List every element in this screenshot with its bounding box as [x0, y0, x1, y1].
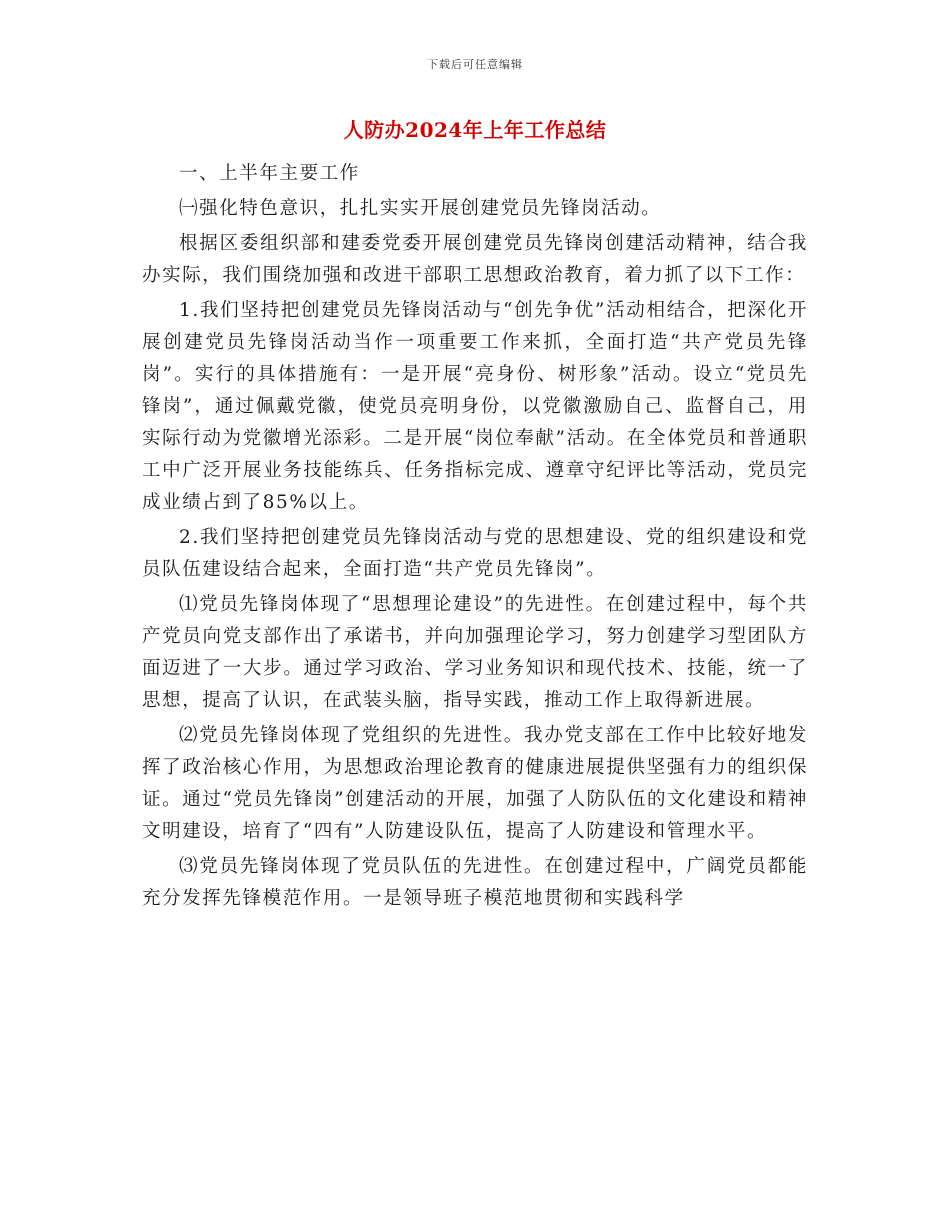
header-note: 下载后可任意编辑 — [427, 58, 523, 71]
paragraph: 1.我们坚持把创建党员先锋岗活动与“创先争优”活动相结合，把深化开展创建党员先锋岗活动当作一项重要工作来抓，全面打造“共产党员先锋岗”。实行的具体措施有：一是开展“亮身份、树形象”活动。设立“党员先锋岗”，通过佩戴党徽，使党员亮明身份，以党徽激励自己、监督自己，用实际行动为党徽增光添彩。二是开展“岗位奉献”活动。在全体党员和普通职工中广泛开展业务技能练兵、任务指标完成、遵章守纪评比等活动，党员完成业绩占到了85%以上。 — [142, 300, 808, 513]
paragraph: ⑴党员先锋岗体现了“思想理论建设”的先进性。在创建过程中，每个共产党员向党支部作出了承诺书，并向加强理论学习，努力创建学习型团队方面迈进了一大步。通过学习政治、学习业务知识和现代技术、技能，统一了思想，提高了认识，在武装头脑，指导实践，推动工作上取得新进展。 — [142, 594, 808, 711]
document-body — [142, 158, 808, 918]
paragraph: 2.我们坚持把创建党员先锋岗活动与党的思想建设、党的组织建设和党员队伍建设结合起来，全面打造“共产党员先锋岗”。 — [142, 527, 808, 580]
paragraph: 根据区委组织部和建委党委开展创建党员先锋岗创建活动精神，结合我办实际，我们围绕加强和改进干部职工思想政治教育，着力抓了以下工作： — [142, 233, 808, 286]
subsection-heading: ㈠强化特色意识，扎扎实实开展创建党员先锋岗活动。 — [179, 198, 662, 219]
document-title: 人防办2024年上年工作总结 — [343, 118, 607, 142]
section-heading: 一、上半年主要工作 — [179, 163, 360, 184]
paragraph: ⑵党员先锋岗体现了党组织的先进性。我办党支部在工作中比较好地发挥了政治核心作用，为思想政治理论教育的健康进展提供坚强有力的组织保证。通过“党员先锋岗”创建活动的开展，加强了人防队伍的文化建设和精神文明建设，培育了“四有”人防建设队伍，提高了人防建设和管理水平。 — [142, 725, 808, 842]
paragraph: ⑶党员先锋岗体现了党员队伍的先进性。在创建过程中，广阔党员都能充分发挥先锋模范作用。一是领导班子模范地贯彻和实践科学 — [142, 856, 808, 909]
